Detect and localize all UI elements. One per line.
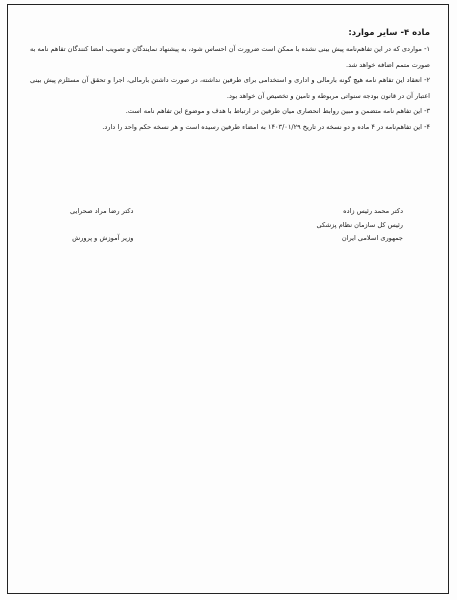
clause-3: ۳- این تفاهم نامه متضمن و مبین روابط انحصاری میان طرفین در ارتباط با هدف و موضوع این تفاهم نامه است. — [125, 107, 430, 115]
article-heading: ماده ۴- سایر موارد: — [348, 28, 430, 38]
signatory-title: وزیر آموزش و پرورش — [72, 234, 134, 242]
signature-block-right — [316, 205, 403, 246]
clause-2: ۲- انعقاد این تفاهم نامه هیچ گونه بارمالی و اداری و استخدامی برای طرفین نداشته، در صورت داشتن بارمالی، اجرا و تحقق آن مسئلزم پیش بینی اعتبار آن در قانون بودجه سنواتی مربوطه و تامین و تخصیص آن خواهد بود. — [30, 76, 430, 100]
clause-1: ۱- مواردی که در این تفاهم‌نامه پیش بینی نشده با ممکن است ضرورت آن احساس شود، به پیشنهاد نمایندگان و تصویب امضا کنندگان تفاهم نامه به صورت متمم اضافه خواهد شد. — [30, 45, 430, 69]
signatory-name: دکتر محمد رئیس زاده — [343, 207, 403, 215]
signatory-organization: جمهوری اسلامی ایران — [341, 234, 403, 242]
signature-block-left — [70, 205, 133, 246]
article-section — [30, 28, 430, 135]
clause-4: ۴- این تفاهم‌نامه در ۴ ماده و دو نسخه در تاریخ ۱۴۰۳/۰۱/۲۹ به امضاء طرفین رسیده است و هر نسخه حکم واحد را دارد. — [102, 122, 430, 131]
signatory-title: رئیس کل سازمان نظام پزشکی — [316, 220, 403, 229]
signatory-name: دکتر رضا مراد صحرایی — [70, 207, 134, 215]
